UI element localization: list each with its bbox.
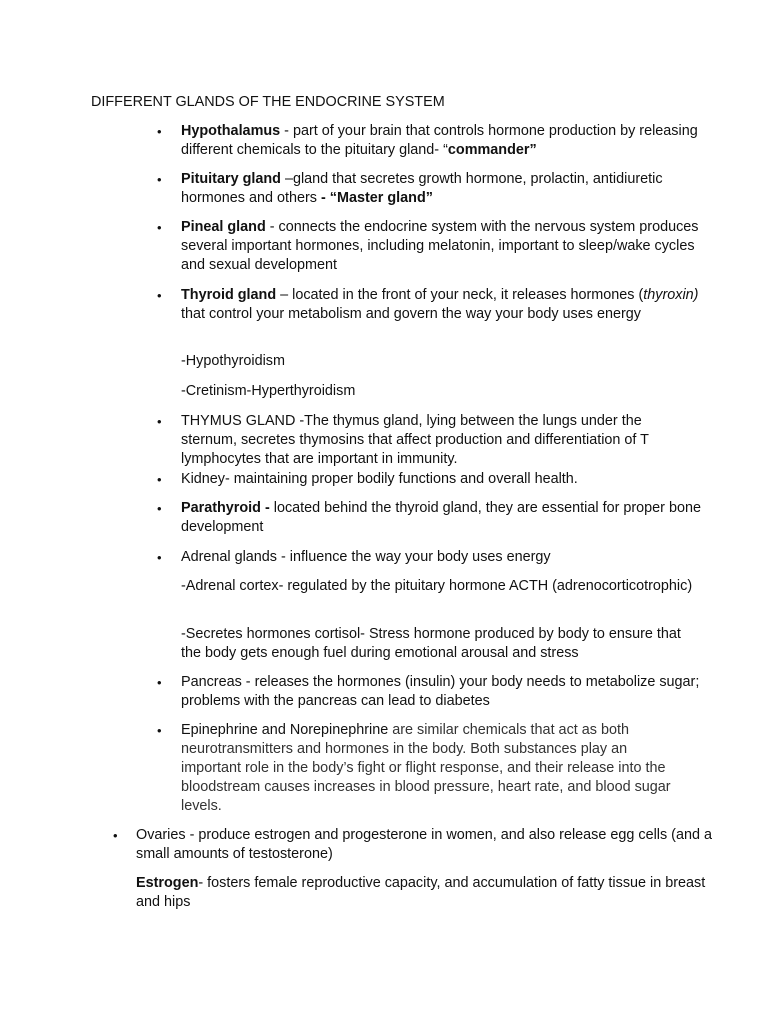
description: –gland that secretes growth hormone, prolactin, antidiuretic hormones and others [181,171,663,206]
term-italic: thyroxin) [643,287,699,303]
bullet: • [157,723,162,738]
document-title: DIFFERENT GLANDS OF THE ENDOCRINE SYSTEM [91,94,445,110]
term: Pituitary gland [181,171,281,187]
term: Thyroid gland [181,287,277,303]
list-item-pituitary [181,170,701,208]
bullet: • [157,472,162,487]
description: – located in the front of your neck, it releases hormones ( [276,287,644,303]
bullet: • [157,414,162,429]
list-item-kidney: Kidney- maintaining proper bodily functions and overall health. [181,471,578,487]
list-item-parathyroid [181,499,701,537]
term: Parathyroid - [181,500,270,516]
description: located behind the thyroid gland, they are essential for proper bone development [181,500,701,535]
list-item-hypothalamus [181,122,701,160]
paragraph-estrogen [136,874,716,912]
list-item-pancreas: Pancreas - releases the hormones (insulin) your body needs to metabolize sugar; problems with the pancreas can lead to diabetes [181,674,700,709]
list-item-thymus: THYMUS GLAND -The thymus gland, lying between the lungs under the sternum, secretes thymosins that affect production and differentiation of T lymphocytes that are important in immunity. [181,413,649,467]
list-item-ovaries: Ovaries - produce estrogen and progesterone in women, and also release egg cells (and a small amounts of testosterone) [136,827,712,862]
description: - fosters female reproductive capacity, and accumulation of fatty tissue in breast and hips [136,875,706,910]
term-emphasis: commander” [447,142,537,158]
term: Estrogen [136,875,199,891]
list-item-epinephrine [181,721,686,816]
sub-item-adrenal-cortex: -Adrenal cortex- regulated by the pituitary hormone ACTH (adrenocorticotrophic) [181,578,693,594]
term: Epinephrine and Norepinephrine [181,722,389,738]
list-item-thyroid [181,286,701,324]
bullet: • [157,220,162,235]
list-item-adrenal: Adrenal glands - influence the way your body uses energy [181,549,551,565]
description: - part of your brain that controls hormone production by releasing different chemicals to the pituitary gland- “ [181,123,698,158]
term: Hypothalamus [181,123,281,139]
bullet: • [157,172,162,187]
description: - connects the endocrine system with the nervous system produces several important hormones, including melatonin, important to sleep/wake cycles and sexual development [181,219,699,273]
list-item-pineal [181,218,701,275]
sub-item-cortisol: -Secretes hormones cortisol- Stress hormone produced by body to ensure that the body gets enough fuel during emotional arousal and stress [181,626,681,661]
sub-item-cretinism: -Cretinism-Hyperthyroidism [181,383,356,399]
term-emphasis: - “Master gland” [321,190,433,206]
bullet: • [157,501,162,516]
term: Pineal gland [181,219,266,235]
bullet: • [157,124,162,139]
description-cont: that control your metabolism and govern the way your body uses energy [181,306,641,322]
bullet: • [157,550,162,565]
description: are similar chemicals that act as both neurotransmitters and hormones in the body. Both substances play an important role in the body’s fight or flight response, and their release into the bloodstream causes increases in blood pressure, heart rate, and blood sugar levels. [181,722,671,814]
bullet: • [157,675,162,690]
bullet: • [157,288,162,303]
bullet: • [113,828,118,843]
sub-item-hypothyroidism: -Hypothyroidism [181,353,285,369]
